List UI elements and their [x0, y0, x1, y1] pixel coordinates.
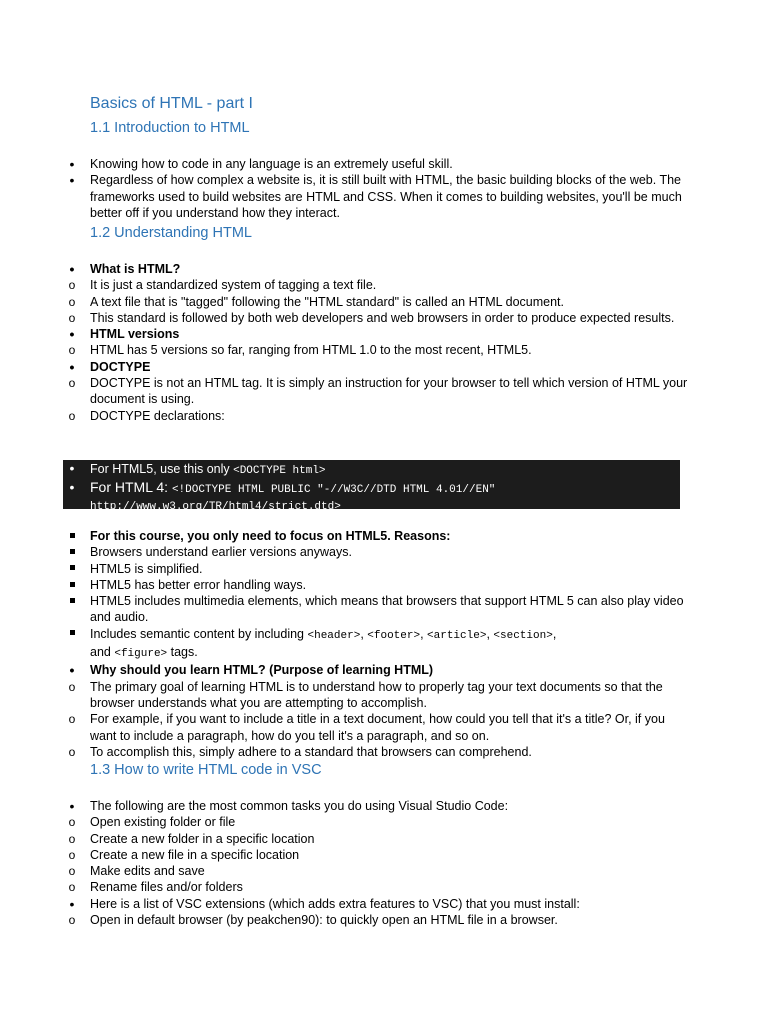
- list-item: • Regardless of how complex a website is, it is still built with HTML, the basic building blocks of the web. The frameworks used to build websites are HTML and CSS. When it comes to building websites, you'll be much better off if you understand how they interact.: [0, 172, 768, 221]
- bullet-square-icon: [66, 577, 78, 593]
- bullet-disc-icon: [66, 662, 78, 679]
- bullet-circle-icon: [66, 342, 78, 358]
- list-item: o Rename files and/or folders: [0, 879, 768, 895]
- bullet-disc-icon: [66, 896, 78, 913]
- bullet-circle-icon: [66, 831, 78, 847]
- bullet-square-icon: [66, 561, 78, 577]
- section-heading-1-1: 1.1 Introduction to HTML: [90, 120, 250, 136]
- bullet-disc-icon: [66, 172, 78, 189]
- list-item: o Open existing folder or file: [0, 814, 768, 830]
- list-item: o For example, if you want to include a title in a text document, how could you tell that it's a title? Or, if you want to include a paragraph, how do you tell it's a paragraph, and so on.: [0, 711, 768, 744]
- list-item: o It is just a standardized system of tagging a text file.: [0, 277, 768, 293]
- bullet-circle-icon: [66, 879, 78, 895]
- bullet-disc-icon: [66, 798, 78, 815]
- focus-list: [0, 528, 768, 760]
- list-item: o The primary goal of learning HTML is to understand how to properly tag your text documents so that the browser understands what you are attempting to accomplish.: [0, 679, 768, 712]
- list-item: o This standard is followed by both web developers and web browsers in order to produce expected results.: [0, 310, 768, 326]
- bullet-disc-icon: [66, 261, 78, 278]
- bullet-square-icon: [66, 544, 78, 560]
- bullet-disc-icon: [66, 156, 78, 173]
- list-item: • Knowing how to code in any language is an extremely useful skill.: [0, 156, 768, 172]
- bullet-circle-icon: [66, 863, 78, 879]
- bullet-circle-icon: [66, 814, 78, 830]
- code-block: [63, 460, 680, 513]
- bullet-circle-icon: [66, 375, 78, 391]
- list-item: o Create a new file in a specific location: [0, 847, 768, 863]
- list-item: o HTML has 5 versions so far, ranging from HTML 1.0 to the most recent, HTML5.: [0, 342, 768, 358]
- bullet-circle-icon: [66, 679, 78, 695]
- code-line: • For HTML 4: <!DOCTYPE HTML PUBLIC "-//W3C//DTD HTML 4.01//EN": [63, 479, 680, 498]
- list-item: • Here is a list of VSC extensions (which adds extra features to VSC) that you must install:: [0, 896, 768, 912]
- section-heading-1-2: 1.2 Understanding HTML: [90, 225, 252, 241]
- section-heading-1-3: 1.3 How to write HTML code in VSC: [90, 762, 322, 778]
- understanding-list: [0, 261, 768, 424]
- list-item: HTML5 is simplified.: [0, 561, 768, 577]
- code-line: • For HTML5, use this only <DOCTYPE html>: [63, 460, 680, 479]
- list-item: HTML5 includes multimedia elements, which means that browsers that support HTML 5 can also play video and audio.: [0, 593, 768, 626]
- bullet-circle-icon: [66, 294, 78, 310]
- list-item: • The following are the most common tasks you do using Visual Studio Code:: [0, 798, 768, 814]
- bullet-circle-icon: [66, 277, 78, 293]
- list-item: o Make edits and save: [0, 863, 768, 879]
- list-item: HTML5 has better error handling ways.: [0, 577, 768, 593]
- list-item: • What is HTML?: [0, 261, 768, 277]
- list-item: o To accomplish this, simply adhere to a standard that browsers can comprehend.: [0, 744, 768, 760]
- list-item: Browsers understand earlier versions anyways.: [0, 544, 768, 560]
- bullet-disc-icon: [66, 359, 78, 376]
- document-title: Basics of HTML - part I: [90, 95, 253, 112]
- bullet-disc-icon: [66, 460, 78, 477]
- list-item: o A text file that is "tagged" following the "HTML standard" is called an HTML document.: [0, 294, 768, 310]
- bullet-disc-icon: [66, 479, 78, 496]
- bullet-circle-icon: [66, 408, 78, 424]
- list-item: o Open in default browser (by peakchen90): to quickly open an HTML file in a browser.: [0, 912, 768, 928]
- vsc-list: [0, 798, 768, 928]
- list-item: Includes semantic content by including <header>, <footer>, <article>, <section>, and <figure> tags.: [0, 626, 768, 663]
- bullet-circle-icon: [66, 310, 78, 326]
- code-line: http://www.w3.org/TR/html4/strict.dtd>: [90, 500, 341, 513]
- bullet-circle-icon: [66, 912, 78, 928]
- list-item: o DOCTYPE is not an HTML tag. It is simply an instruction for your browser to tell which version of HTML your document is using.: [0, 375, 768, 408]
- bullet-square-icon: [66, 593, 78, 609]
- bullet-disc-icon: [66, 326, 78, 343]
- list-item: o DOCTYPE declarations:: [0, 408, 768, 424]
- bullet-circle-icon: [66, 744, 78, 760]
- list-item: o Create a new folder in a specific location: [0, 831, 768, 847]
- intro-list: [0, 156, 768, 221]
- bullet-square-icon: [66, 626, 78, 642]
- list-item: • DOCTYPE: [0, 359, 768, 375]
- list-item: • Why should you learn HTML? (Purpose of learning HTML): [0, 662, 768, 678]
- bullet-square-icon: [66, 528, 78, 544]
- bullet-circle-icon: [66, 711, 78, 727]
- list-item: For this course, you only need to focus on HTML5. Reasons:: [0, 528, 768, 544]
- list-item: • HTML versions: [0, 326, 768, 342]
- bullet-circle-icon: [66, 847, 78, 863]
